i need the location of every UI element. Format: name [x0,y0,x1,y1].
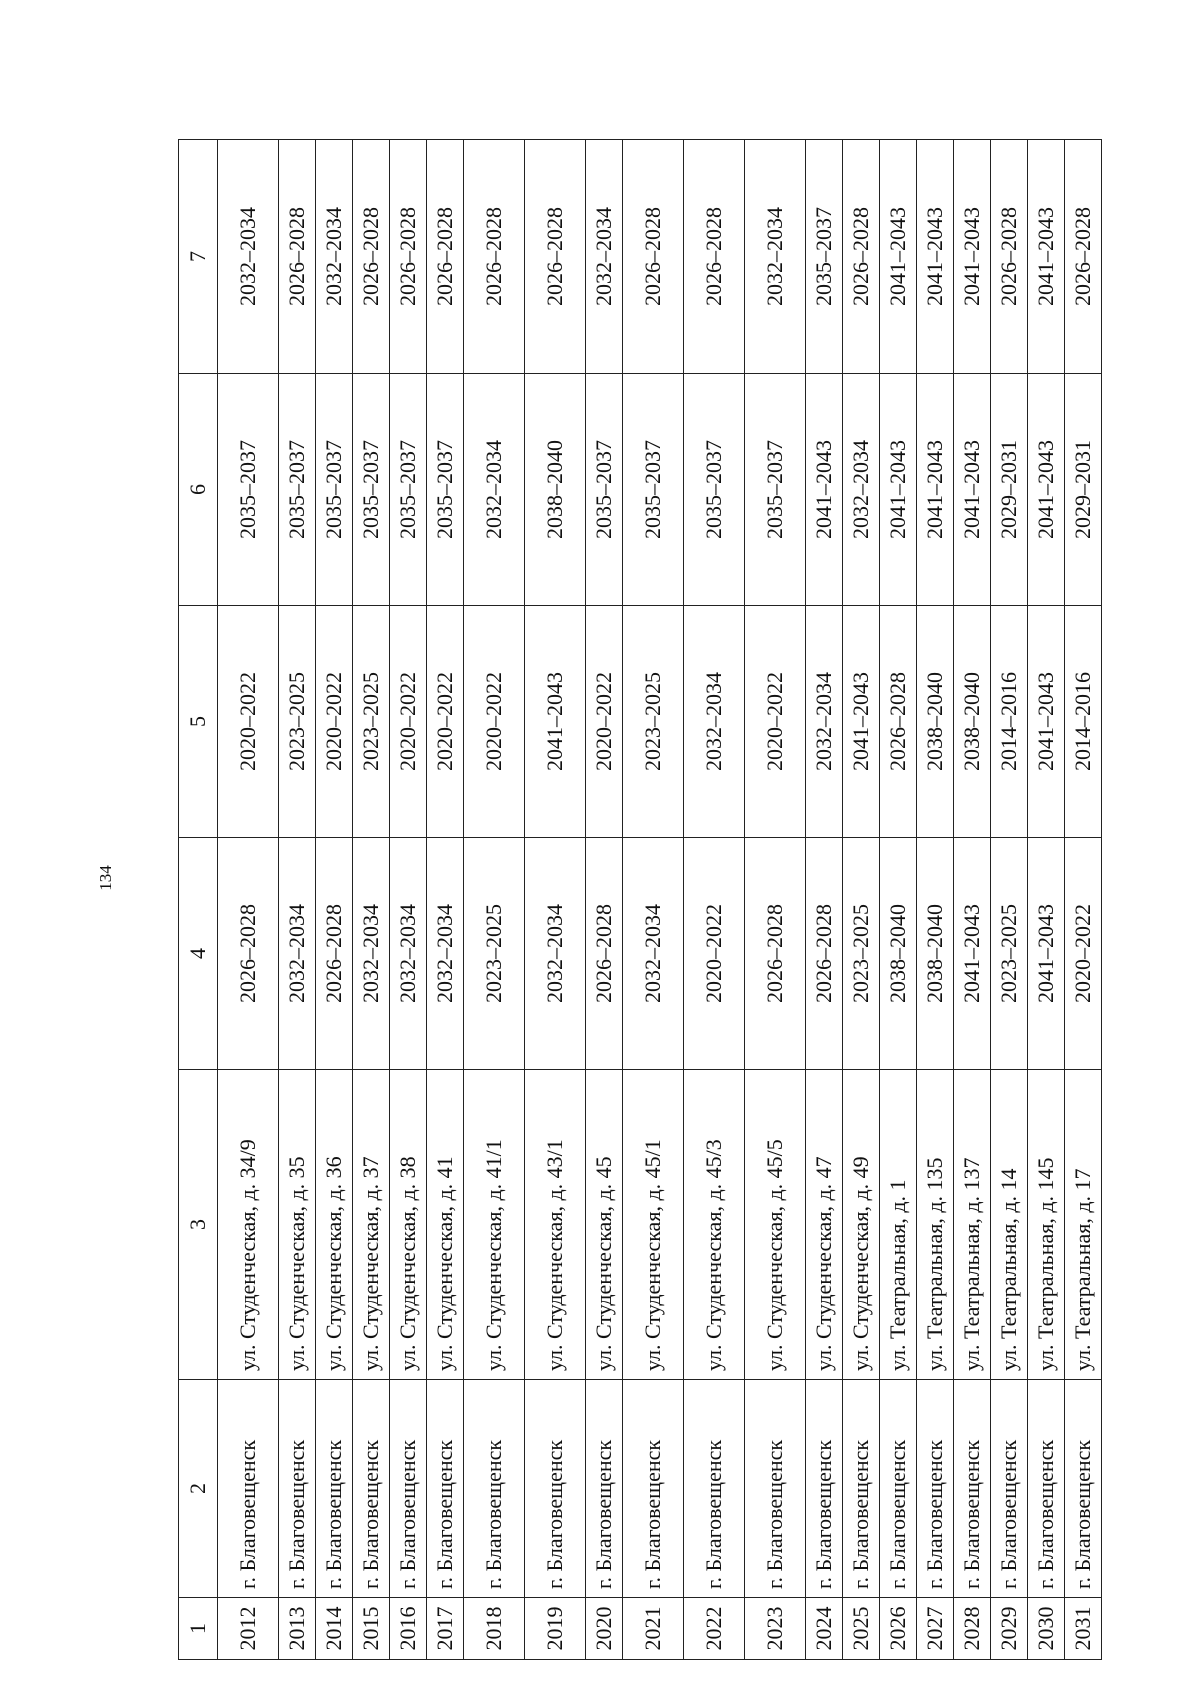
period-col5-cell: 2020–2022 [218,606,279,838]
address-cell: ул. Студенческая, д. 45 [586,1070,623,1380]
column-header: 3 [179,1070,218,1380]
period-col7-cell: 2026–2028 [353,140,390,374]
city-cell: г. Благовещенск [917,1380,954,1598]
city-cell: г. Благовещенск [464,1380,525,1598]
address-cell: ул. Студенческая, д. 45/1 [623,1070,684,1380]
table-row [525,140,586,1660]
row-number-cell: 2020 [586,1598,623,1660]
table-row [1065,140,1102,1660]
period-col4-cell: 2032–2034 [279,838,316,1070]
address-cell: ул. Театральная, д. 1 [880,1070,917,1380]
period-col4-cell: 2023–2025 [991,838,1028,1070]
period-col6-cell: 2041–2043 [954,374,991,606]
period-col7-cell: 2041–2043 [917,140,954,374]
period-col6-cell: 2035–2037 [279,374,316,606]
period-col7-cell: 2026–2028 [464,140,525,374]
period-col6-cell: 2035–2037 [316,374,353,606]
address-cell: ул. Студенческая, д. 35 [279,1070,316,1380]
period-col5-cell: 2014–2016 [991,606,1028,838]
period-col7-cell: 2032–2034 [745,140,806,374]
period-col4-cell: 2026–2028 [218,838,279,1070]
city-cell: г. Благовещенск [390,1380,427,1598]
row-number-cell: 2017 [427,1598,464,1660]
period-col4-cell: 2041–2043 [954,838,991,1070]
period-col6-cell: 2041–2043 [1028,374,1065,606]
address-cell: ул. Студенческая, д. 43/1 [525,1070,586,1380]
period-col6-cell: 2032–2034 [843,374,880,606]
address-cell: ул. Театральная, д. 137 [954,1070,991,1380]
table-row [353,140,390,1660]
period-col5-cell: 2026–2028 [880,606,917,838]
row-number-cell: 2019 [525,1598,586,1660]
table-row [991,140,1028,1660]
city-cell: г. Благовещенск [843,1380,880,1598]
period-col5-cell: 2023–2025 [623,606,684,838]
table-row [586,140,623,1660]
address-cell: ул. Театральная, д. 14 [991,1070,1028,1380]
table-row [806,140,843,1660]
period-col4-cell: 2038–2040 [880,838,917,1070]
city-cell: г. Благовещенск [684,1380,745,1598]
period-col4-cell: 2020–2022 [1065,838,1102,1070]
row-number-cell: 2016 [390,1598,427,1660]
period-col6-cell: 2035–2037 [427,374,464,606]
period-col5-cell: 2020–2022 [427,606,464,838]
address-cell: ул. Студенческая, д. 41 [427,1070,464,1380]
period-col7-cell: 2035–2037 [806,140,843,374]
page-number: 134 [96,865,115,891]
table-body [179,140,1102,1660]
period-col7-cell: 2026–2028 [991,140,1028,374]
period-col5-cell: 2032–2034 [806,606,843,838]
column-header: 4 [179,838,218,1070]
column-header: 2 [179,1380,218,1598]
address-cell: ул. Студенческая, д. 37 [353,1070,390,1380]
table-row [623,140,684,1660]
row-number-cell: 2023 [745,1598,806,1660]
period-col6-cell: 2038–2040 [525,374,586,606]
table-row [917,140,954,1660]
period-col6-cell: 2035–2037 [623,374,684,606]
city-cell: г. Благовещенск [353,1380,390,1598]
period-col4-cell: 2023–2025 [843,838,880,1070]
city-cell: г. Благовещенск [745,1380,806,1598]
period-col4-cell: 2032–2034 [353,838,390,1070]
period-col6-cell: 2029–2031 [991,374,1028,606]
row-number-cell: 2015 [353,1598,390,1660]
period-col4-cell: 2041–2043 [1028,838,1065,1070]
period-col6-cell: 2041–2043 [806,374,843,606]
address-cell: ул. Студенческая, д. 49 [843,1070,880,1380]
city-cell: г. Благовещенск [279,1380,316,1598]
period-col6-cell: 2041–2043 [880,374,917,606]
table-row [843,140,880,1660]
row-number-cell: 2013 [279,1598,316,1660]
address-cell: ул. Студенческая, д. 45/3 [684,1070,745,1380]
period-col7-cell: 2026–2028 [525,140,586,374]
period-col5-cell: 2038–2040 [917,606,954,838]
period-col7-cell: 2026–2028 [843,140,880,374]
period-col5-cell: 2032–2034 [684,606,745,838]
period-col7-cell: 2041–2043 [954,140,991,374]
address-cell: ул. Театральная, д. 135 [917,1070,954,1380]
period-col4-cell: 2032–2034 [525,838,586,1070]
period-col6-cell: 2035–2037 [353,374,390,606]
city-cell: г. Благовещенск [525,1380,586,1598]
column-header: 6 [179,374,218,606]
period-col5-cell: 2020–2022 [316,606,353,838]
row-number-cell: 2012 [218,1598,279,1660]
column-header: 5 [179,606,218,838]
city-cell: г. Благовещенск [586,1380,623,1598]
city-cell: г. Благовещенск [954,1380,991,1598]
city-cell: г. Благовещенск [1028,1380,1065,1598]
period-col6-cell: 2035–2037 [586,374,623,606]
period-col7-cell: 2026–2028 [390,140,427,374]
period-col7-cell: 2041–2043 [880,140,917,374]
period-col6-cell: 2029–2031 [1065,374,1102,606]
period-col5-cell: 2014–2016 [1065,606,1102,838]
period-col5-cell: 2041–2043 [525,606,586,838]
table-row [218,140,279,1660]
period-col7-cell: 2026–2028 [427,140,464,374]
period-col5-cell: 2038–2040 [954,606,991,838]
row-number-cell: 2021 [623,1598,684,1660]
period-col5-cell: 2041–2043 [1028,606,1065,838]
row-number-cell: 2031 [1065,1598,1102,1660]
address-cell: ул. Студенческая, д. 41/1 [464,1070,525,1380]
period-col4-cell: 2032–2034 [623,838,684,1070]
period-col7-cell: 2032–2034 [586,140,623,374]
row-number-cell: 2030 [1028,1598,1065,1660]
period-col4-cell: 2023–2025 [464,838,525,1070]
address-cell: ул. Студенческая, д. 47 [806,1070,843,1380]
row-number-cell: 2026 [880,1598,917,1660]
city-cell: г. Благовещенск [316,1380,353,1598]
period-col4-cell: 2020–2022 [684,838,745,1070]
table-row [880,140,917,1660]
table-row [954,140,991,1660]
period-col7-cell: 2026–2028 [279,140,316,374]
row-number-cell: 2018 [464,1598,525,1660]
row-number-cell: 2025 [843,1598,880,1660]
city-cell: г. Благовещенск [880,1380,917,1598]
table-row [390,140,427,1660]
period-col5-cell: 2041–2043 [843,606,880,838]
period-col5-cell: 2023–2025 [353,606,390,838]
address-cell: ул. Студенческая, д. 34/9 [218,1070,279,1380]
period-col7-cell: 2041–2043 [1028,140,1065,374]
period-col5-cell: 2023–2025 [279,606,316,838]
period-col6-cell: 2035–2037 [684,374,745,606]
city-cell: г. Благовещенск [806,1380,843,1598]
row-number-cell: 2028 [954,1598,991,1660]
period-col5-cell: 2020–2022 [586,606,623,838]
table-row [464,140,525,1660]
table-row [745,140,806,1660]
period-col6-cell: 2041–2043 [917,374,954,606]
column-header: 1 [179,1598,218,1660]
table-row [684,140,745,1660]
table-row [316,140,353,1660]
period-col6-cell: 2035–2037 [745,374,806,606]
period-col4-cell: 2026–2028 [806,838,843,1070]
period-col7-cell: 2026–2028 [623,140,684,374]
period-col4-cell: 2026–2028 [316,838,353,1070]
city-cell: г. Благовещенск [623,1380,684,1598]
period-col6-cell: 2032–2034 [464,374,525,606]
column-header: 7 [179,140,218,374]
period-col4-cell: 2038–2040 [917,838,954,1070]
row-number-cell: 2024 [806,1598,843,1660]
period-col4-cell: 2032–2034 [390,838,427,1070]
city-cell: г. Благовещенск [427,1380,464,1598]
housing-schedule-table [178,139,1102,1660]
row-number-cell: 2027 [917,1598,954,1660]
period-col5-cell: 2020–2022 [390,606,427,838]
period-col6-cell: 2035–2037 [218,374,279,606]
address-cell: ул. Театральная, д. 145 [1028,1070,1065,1380]
period-col7-cell: 2032–2034 [218,140,279,374]
table-row [1028,140,1065,1660]
address-cell: ул. Театральная, д. 17 [1065,1070,1102,1380]
city-cell: г. Благовещенск [1065,1380,1102,1598]
address-cell: ул. Студенческая, д. 36 [316,1070,353,1380]
table-header-row [179,140,218,1660]
period-col4-cell: 2026–2028 [745,838,806,1070]
address-cell: ул. Студенческая, д. 45/5 [745,1070,806,1380]
address-cell: ул. Студенческая, д. 38 [390,1070,427,1380]
period-col5-cell: 2020–2022 [745,606,806,838]
rotated-table-container [178,140,1138,1660]
table-row [427,140,464,1660]
period-col7-cell: 2026–2028 [684,140,745,374]
row-number-cell: 2029 [991,1598,1028,1660]
period-col7-cell: 2032–2034 [316,140,353,374]
row-number-cell: 2014 [316,1598,353,1660]
period-col6-cell: 2035–2037 [390,374,427,606]
row-number-cell: 2022 [684,1598,745,1660]
table-row [279,140,316,1660]
city-cell: г. Благовещенск [218,1380,279,1598]
period-col4-cell: 2026–2028 [586,838,623,1070]
period-col4-cell: 2032–2034 [427,838,464,1070]
period-col7-cell: 2026–2028 [1065,140,1102,374]
city-cell: г. Благовещенск [991,1380,1028,1598]
period-col5-cell: 2020–2022 [464,606,525,838]
